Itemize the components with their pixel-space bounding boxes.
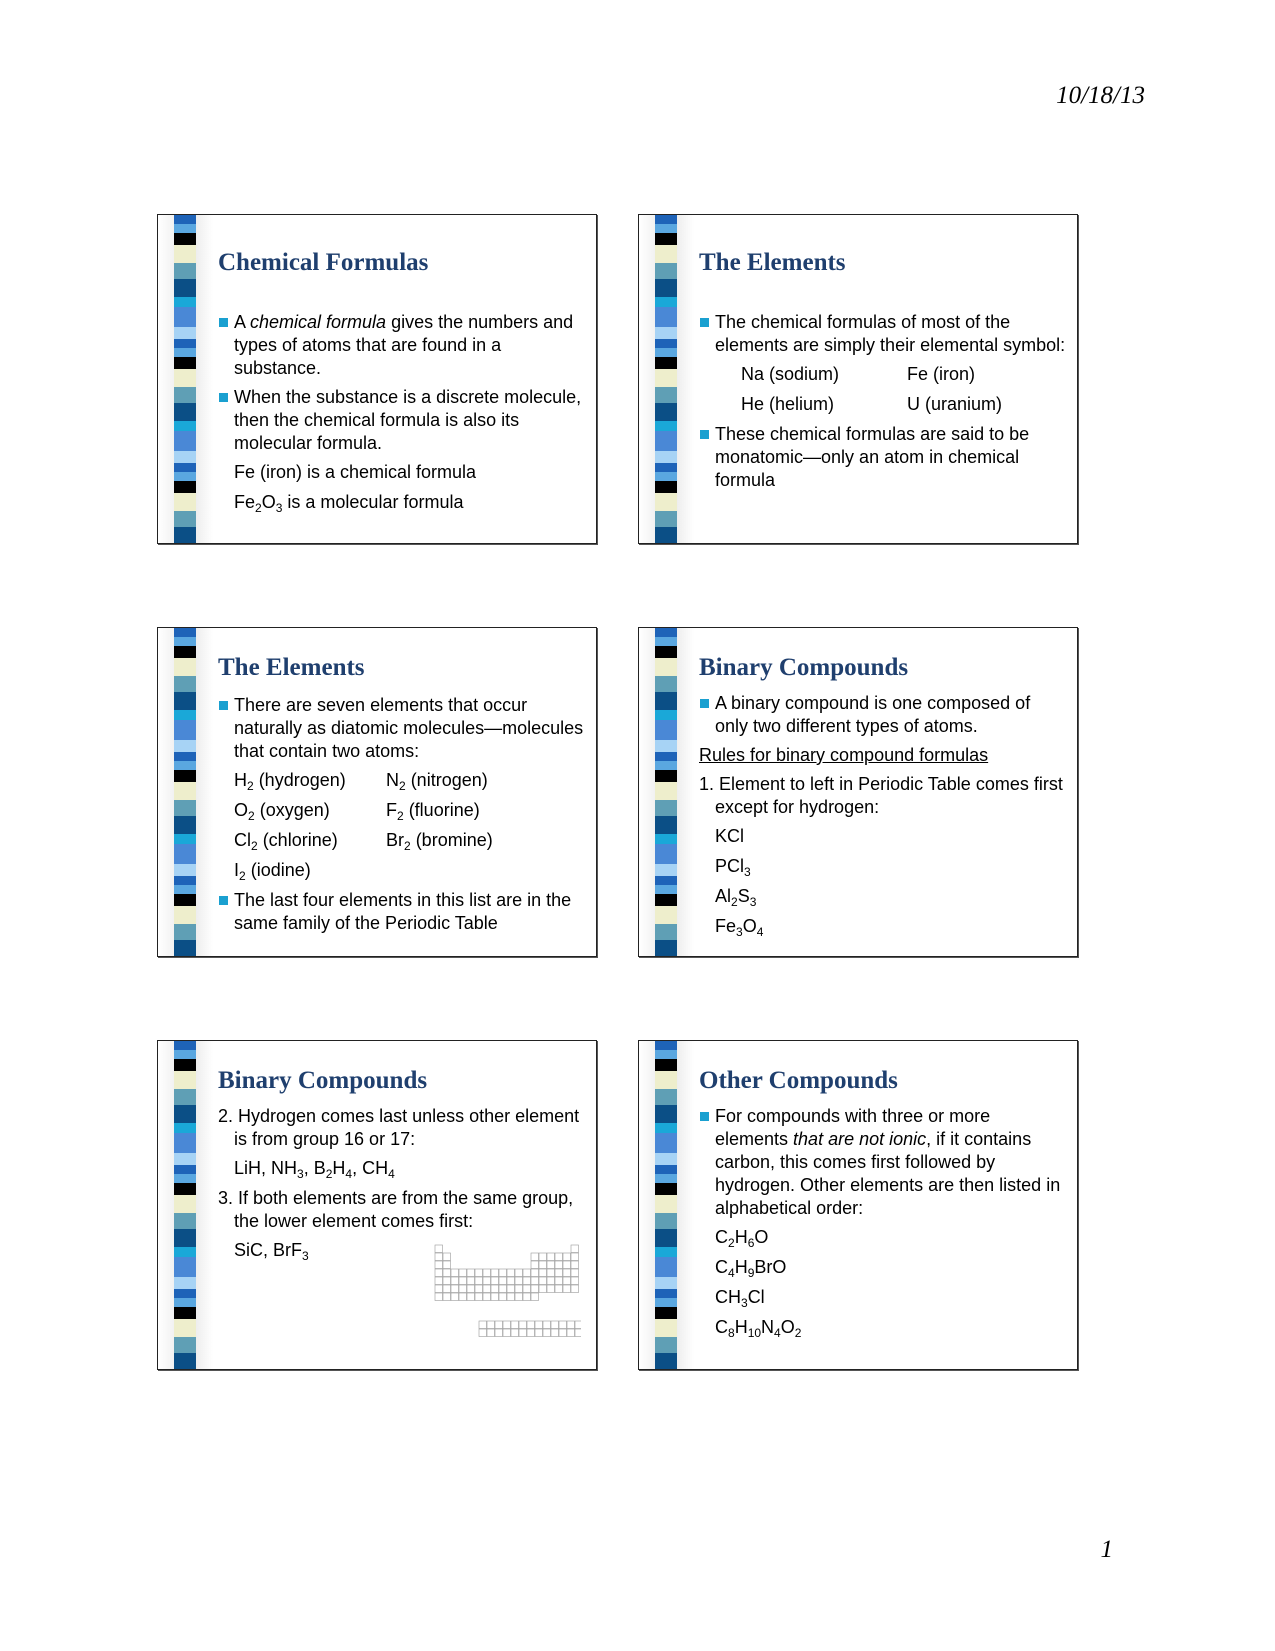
periodic-table-cell (443, 1293, 451, 1301)
bullet-item: A binary compound is one composed of only two different types of atoms. (699, 692, 1067, 738)
page-number: 1 (1100, 1536, 1113, 1563)
slide-the-elements-monatomic (638, 214, 1078, 544)
bullet-square-icon (700, 318, 709, 327)
periodic-table-cell (547, 1269, 555, 1277)
periodic-table-cell (475, 1293, 483, 1301)
formula-line: PCl$_3$ (715, 856, 751, 879)
periodic-table-cell (483, 1293, 491, 1301)
formula-line: $Al_2S_3$ (715, 886, 757, 909)
periodic-table-cell (499, 1293, 507, 1301)
periodic-table-cell (547, 1261, 555, 1269)
slide-title: Binary Compounds (218, 1067, 428, 1094)
element-pair-row: $Cl_2$ (chlorine) $Br_2$ (bromine) (234, 830, 493, 853)
periodic-table-cell (435, 1277, 443, 1285)
periodic-table-cell (487, 1329, 495, 1337)
periodic-table-cell (507, 1285, 515, 1293)
periodic-table-cell (559, 1329, 567, 1337)
slide-content (218, 1041, 586, 1369)
formula-line: $C_4H_9BrO$ (715, 1257, 787, 1280)
periodic-table-cell (531, 1285, 539, 1293)
slide-title: Other Compounds (699, 1067, 898, 1094)
periodic-table-cell (515, 1269, 523, 1277)
periodic-table-cell (511, 1329, 519, 1337)
bullet-square-icon (700, 699, 709, 708)
periodic-table-cell (499, 1269, 507, 1277)
periodic-table-cell (435, 1253, 443, 1261)
periodic-table-cell (527, 1329, 535, 1337)
periodic-table-cell (435, 1285, 443, 1293)
rules-heading: Rules for binary compound formulas (699, 745, 989, 765)
periodic-table-cell (567, 1321, 575, 1329)
bullet-square-icon (219, 701, 228, 710)
periodic-table-cell (571, 1261, 579, 1269)
rule-item: 1. Element to left in Periodic Table comes first except for hydrogen: (699, 774, 1063, 817)
periodic-table-cell (531, 1269, 539, 1277)
periodic-table-cell (531, 1277, 539, 1285)
periodic-table-cell (571, 1245, 579, 1253)
periodic-table-cell (443, 1253, 451, 1261)
periodic-table-cell (559, 1321, 567, 1329)
periodic-table-cell (467, 1293, 475, 1301)
slide-body (218, 311, 586, 521)
periodic-table-cell (475, 1285, 483, 1293)
slide-body (699, 1105, 1067, 1346)
periodic-table-cell (483, 1285, 491, 1293)
periodic-table-cell (555, 1269, 563, 1277)
periodic-table-cell (459, 1285, 467, 1293)
bullet-item: The last four elements in this list are in the same family of the Periodic Table (218, 889, 586, 935)
periodic-table-cell (519, 1321, 527, 1329)
periodic-table-cell (571, 1269, 579, 1277)
slide-content (699, 1041, 1067, 1369)
periodic-table-cell (531, 1261, 539, 1269)
periodic-table-cell (535, 1329, 543, 1337)
periodic-table-cell (503, 1329, 511, 1337)
slide-content (218, 628, 586, 956)
decorative-stripe (174, 215, 196, 543)
periodic-table-cell (507, 1277, 515, 1285)
periodic-table-cell (555, 1277, 563, 1285)
periodic-table-cell (459, 1293, 467, 1301)
rule-item: 2. Hydrogen comes last unless other element is from group 16 or 17: (218, 1106, 580, 1149)
periodic-table-cell (575, 1321, 581, 1329)
periodic-table-cell (551, 1321, 559, 1329)
periodic-table-cell (523, 1269, 531, 1277)
slide-body (699, 311, 1067, 498)
periodic-table-cell (527, 1321, 535, 1329)
periodic-table-cell (515, 1293, 523, 1301)
periodic-table-cell (507, 1269, 515, 1277)
bullet-square-icon (700, 430, 709, 439)
slide-title: The Elements (218, 654, 365, 681)
periodic-table-cell (443, 1261, 451, 1269)
slide-other-compounds (638, 1040, 1078, 1370)
periodic-table-cell (491, 1277, 499, 1285)
bullet-item: When the substance is a discrete molecule, then the chemical formula is also its molecular formula. (218, 386, 586, 455)
bullet-square-icon (700, 1112, 709, 1121)
element-pair-row: He (helium) U (uranium) (741, 394, 1003, 414)
periodic-table-cell (511, 1321, 519, 1329)
periodic-table-cell (491, 1293, 499, 1301)
periodic-table-cell (539, 1261, 547, 1269)
periodic-table-cell (547, 1277, 555, 1285)
slide-binary-compounds-1 (638, 627, 1078, 957)
rule-item: 3. If both elements are from the same group, the lower element comes first: (218, 1188, 574, 1231)
periodic-table-cell (543, 1321, 551, 1329)
periodic-table-cell (567, 1329, 575, 1337)
periodic-table-cell (507, 1293, 515, 1301)
periodic-table-cell (499, 1285, 507, 1293)
periodic-table-cell (563, 1277, 571, 1285)
decorative-stripe (655, 1041, 677, 1369)
periodic-table-cell (515, 1277, 523, 1285)
periodic-table-cell (479, 1321, 487, 1329)
periodic-table-image (433, 1239, 581, 1347)
formula-line: $C_8H_{10}N_4O_2$ (715, 1317, 802, 1340)
periodic-table-cell (555, 1261, 563, 1269)
periodic-table-cell (523, 1285, 531, 1293)
periodic-table-cell (539, 1285, 547, 1293)
bullet-square-icon (219, 393, 228, 402)
element-pair-row: Na (sodium) Fe (iron) (741, 364, 976, 384)
slide-body (218, 694, 586, 941)
page-date: 10/18/13 (1056, 82, 1145, 109)
periodic-table-cell (515, 1285, 523, 1293)
periodic-table-cell (487, 1321, 495, 1329)
periodic-table-cell (467, 1285, 475, 1293)
bullet-item: There are seven elements that occur naturally as diatomic molecules—molecules that contain two atoms: (218, 694, 586, 763)
periodic-table-cell (443, 1285, 451, 1293)
slide-content (699, 628, 1067, 956)
periodic-table-cell (547, 1253, 555, 1261)
bullet-square-icon (219, 896, 228, 905)
periodic-table-cell (475, 1269, 483, 1277)
periodic-table-cell (495, 1329, 503, 1337)
periodic-table-cell (563, 1261, 571, 1269)
periodic-table-cell (491, 1285, 499, 1293)
periodic-table-cell (551, 1329, 559, 1337)
periodic-table-cell (451, 1277, 459, 1285)
periodic-table-cell (563, 1269, 571, 1277)
slide-title: The Elements (699, 249, 846, 276)
periodic-table-cell (499, 1277, 507, 1285)
decorative-stripe (174, 1041, 196, 1369)
slide-title: Binary Compounds (699, 654, 909, 681)
slide-title: Chemical Formulas (218, 249, 429, 276)
periodic-table-cell (531, 1293, 539, 1301)
periodic-table-cell (555, 1253, 563, 1261)
formula-line: KCl (715, 826, 745, 846)
periodic-table-cell (435, 1245, 443, 1253)
bullet-item: The chemical formulas of most of the elements are simply their elemental symbol: (699, 311, 1067, 357)
periodic-table-cell (539, 1253, 547, 1261)
bullet-item: A chemical formula gives the numbers and types of atoms that are found in a substance. (218, 311, 586, 380)
periodic-table-cell (475, 1277, 483, 1285)
element-pair-row: $I_2$ (iodine) (234, 860, 311, 883)
periodic-table-cell (539, 1277, 547, 1285)
slide-body (699, 692, 1067, 945)
periodic-table-cell (451, 1269, 459, 1277)
periodic-table-cell (435, 1261, 443, 1269)
element-pair-row: $O_2$ (oxygen) $F_2$ (fluorine) (234, 800, 480, 823)
element-pair-row: $H_2$ (hydrogen) $N_2$ (nitrogen) (234, 770, 488, 793)
formula-line: $C_2H_6O$ (715, 1227, 769, 1250)
periodic-table-cell (563, 1285, 571, 1293)
example-line: Fe (iron) is a chemical formula (234, 462, 477, 482)
periodic-table-cell (443, 1277, 451, 1285)
periodic-table-cell (531, 1253, 539, 1261)
periodic-table-cell (435, 1269, 443, 1277)
periodic-table-cell (459, 1277, 467, 1285)
slide-the-elements-diatomic (157, 627, 597, 957)
periodic-table-cell (523, 1293, 531, 1301)
periodic-table-cell (535, 1321, 543, 1329)
decorative-stripe (655, 215, 677, 543)
periodic-table-thumbnail (433, 1239, 581, 1347)
periodic-table-cell (495, 1321, 503, 1329)
formula-line: $CH_3Cl$ (715, 1287, 765, 1310)
periodic-table-cell (575, 1329, 581, 1337)
periodic-table-cell (479, 1329, 487, 1337)
periodic-table-cell (483, 1277, 491, 1285)
periodic-table-cell (519, 1329, 527, 1337)
periodic-table-cell (435, 1293, 443, 1301)
periodic-table-cell (547, 1285, 555, 1293)
periodic-table-cell (451, 1293, 459, 1301)
periodic-table-cell (571, 1277, 579, 1285)
decorative-stripe (174, 628, 196, 956)
periodic-table-cell (467, 1277, 475, 1285)
periodic-table-cell (555, 1285, 563, 1293)
periodic-table-cell (467, 1269, 475, 1277)
slide-content (218, 215, 586, 543)
decorative-stripe (655, 628, 677, 956)
periodic-table-cell (563, 1253, 571, 1261)
example-line: $Fe_2O_3$ is a molecular formula (234, 492, 464, 515)
periodic-table-cell (523, 1277, 531, 1285)
periodic-table-cell (503, 1321, 511, 1329)
bullet-item: For compounds with three or more elements that are not ionic, if it contains carbon, this comes first followed by hydrogen. Other elements are then listed in alphabetical order: (699, 1105, 1067, 1220)
periodic-table-cell (543, 1329, 551, 1337)
periodic-table-cell (459, 1269, 467, 1277)
periodic-table-cell (491, 1269, 499, 1277)
periodic-table-cell (443, 1269, 451, 1277)
bullet-square-icon (219, 318, 228, 327)
slide-binary-compounds-2 (157, 1040, 597, 1370)
slide-chemical-formulas (157, 214, 597, 544)
periodic-table-cell (571, 1285, 579, 1293)
bullet-item: These chemical formulas are said to be monatomic—only an atom in chemical formula (699, 423, 1067, 492)
slide-content (699, 215, 1067, 543)
periodic-table-cell (451, 1285, 459, 1293)
formula-line: SiC, BrF$_3$ (234, 1240, 309, 1263)
formula-line: $Fe_3O_4$ (715, 916, 764, 939)
periodic-table-cell (571, 1253, 579, 1261)
periodic-table-cell (483, 1269, 491, 1277)
formula-line: LiH, $NH_3$, $B_2H_4$, $CH_4$ (234, 1158, 395, 1181)
periodic-table-cell (539, 1269, 547, 1277)
